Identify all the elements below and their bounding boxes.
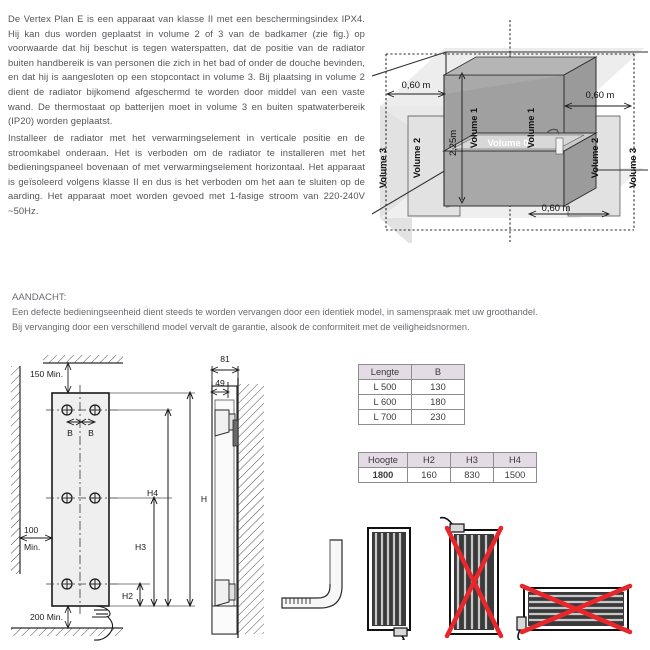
label-offset-49: 49 [215,378,225,388]
label-200-min: 200 Min. [30,612,63,622]
bathroom-volumes-diagram [372,18,650,243]
radiator-wrong-horizontal-icon [517,586,630,640]
table-row [359,380,465,395]
label-h3: H3 [135,542,146,552]
label-h: H [200,494,208,504]
col-b: B [412,365,465,380]
label-dim-left: 0,60 m [401,79,431,90]
cell-lengte: L 700 [359,410,412,425]
col-h4: H4 [494,453,537,468]
label-b-left: B [67,428,73,438]
col-hoogte: Hoogte [359,453,408,468]
table-row [359,395,465,410]
attention-notice [12,290,632,335]
label-height-225m: 2,25m [447,129,458,157]
table-lengte [358,364,465,425]
label-volume1-left: Volume 1 [469,107,479,149]
label-dim-right: 0,60 m [585,89,615,100]
col-h3: H3 [451,453,494,468]
radiator-correct-icon [368,528,410,640]
label-100: 100 [24,525,39,535]
cell-lengte: L 600 [359,395,412,410]
label-150-min: 150 Min. [30,369,63,379]
radiator-wrong-vertical-icon [440,518,501,636]
table-hoogte [358,452,537,483]
cell-h3: 830 [451,468,494,483]
label-h2: H2 [122,591,133,601]
cell-b: 130 [412,380,465,395]
cable-bend-detail-drawing [268,538,352,622]
table-header-row [359,453,537,468]
table-header-row [359,365,465,380]
label-depth-81: 81 [220,354,230,364]
label-100-min: Min. [24,542,41,552]
col-h2: H2 [408,453,451,468]
notice-line-1: Een defecte bedieningseenheid dient steeds te worden vervangen door een identiek model, in samenspraak met uw groothandel. [12,307,538,317]
cell-h4: 1500 [494,468,537,483]
label-volume0: Volume 0 [487,137,529,148]
label-volume2-right: Volume 2 [590,137,600,179]
table-row [359,468,537,483]
cell-hoogte: 1800 [359,468,408,483]
orientation-icons-group [352,516,650,640]
cell-b: 230 [412,410,465,425]
label-volume2-left: Volume 2 [412,137,422,179]
label-h4: H4 [147,488,158,498]
notice-line-2: Bij vervanging door een verschillend model vervalt de garantie, alsook de conformiteit met de veiligheidsnormen. [12,322,470,332]
label-volume3-right: Volume 3 [628,147,638,189]
table-row [359,410,465,425]
front-view-drawing [0,352,212,642]
cell-h2: 160 [408,468,451,483]
installation-paragraph: Installeer de radiator met het verwarmingselement in verticale positie en de stroomkabel onderaan. Het is verboden om de radiator te installeren met het bedieningspaneel bovenaan of met verwarmingselement horizontaal. Het apparaat is geïsoleerd volgens klasse II en dus is het verboden om het aan te sluiten op de aarding. Het apparaat moet worden gevoed met 1-fasige stroom van 220-240V ~50Hz. [8,132,365,216]
intro-paragraph: De Vertex Plan E is een apparaat van klasse II met een beschermingsindex IPX4. Hij kan dus worden geplaatst in volume 2 of 3 van de badkamer (zie fig.) op voorwaarde dat hij beschut is tegen waterspatten, dat de positie van de radiator buiten handbereik is van personen die zich in het bad of onder de douche bevinden, en dat hij is aangesloten op een stopcontact in volume 3. Bij plaatsing in volume 2 dient de radiator bijkomend afgeschermd te worden door middel van een vaste wand. De thermostaat op batterijen moet in volume 3 en buiten spatwaterbereik (IP20) worden geplaatst. [8,13,365,127]
label-dim-front: 0,60 m [541,202,571,213]
col-lengte: Lengte [359,365,412,380]
label-volume1-right: Volume 1 [526,107,536,149]
cell-lengte: L 500 [359,380,412,395]
label-b-right: B [88,428,94,438]
label-volume3-left: Volume 3 [378,147,388,189]
notice-title: AANDACHT: [12,292,67,303]
cell-b: 180 [412,395,465,410]
